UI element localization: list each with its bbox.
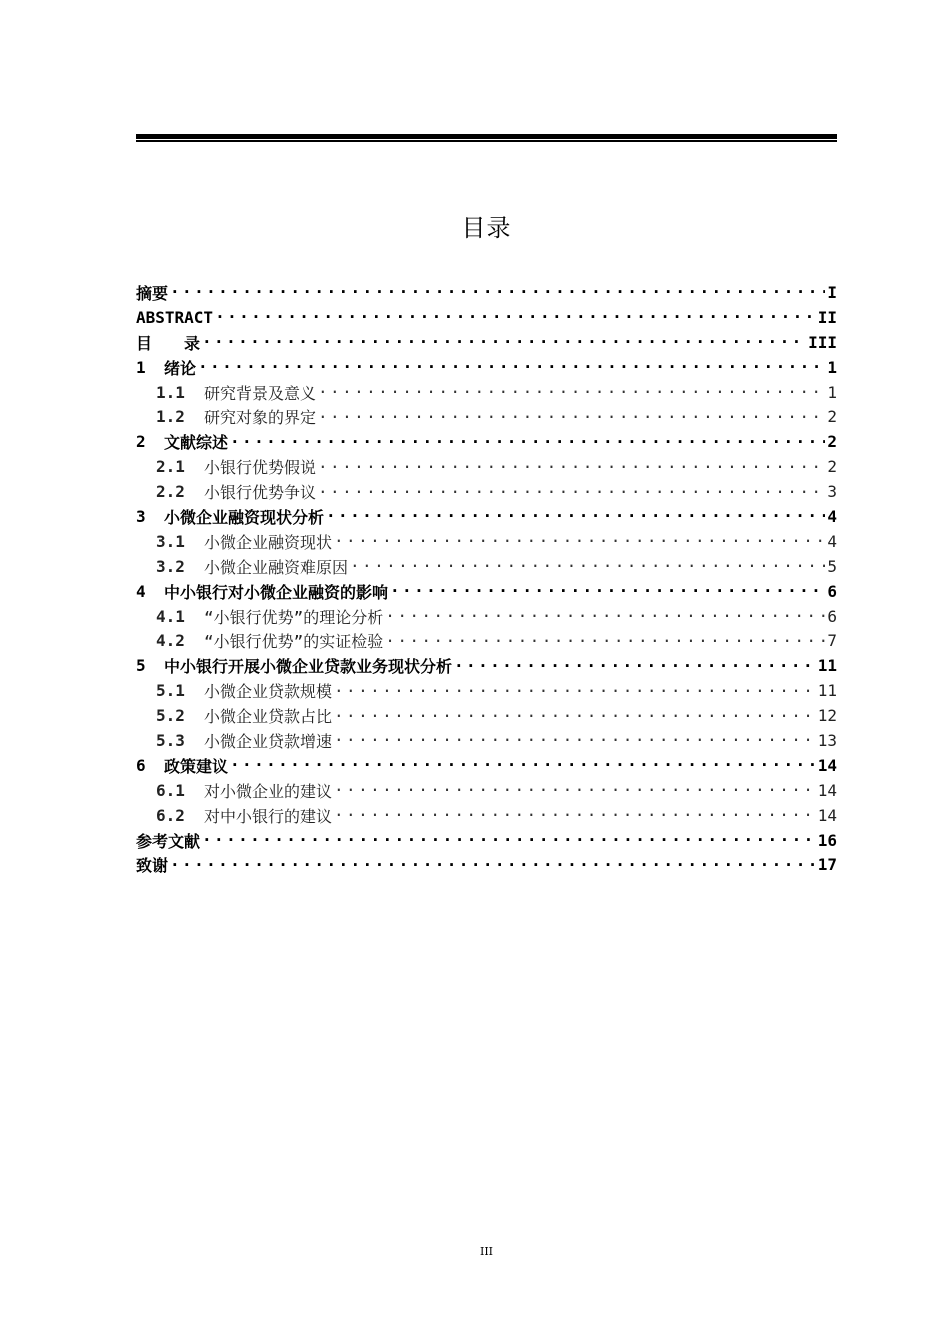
toc-entry-label: 政策建议 bbox=[164, 756, 229, 776]
toc-entry-section[interactable] bbox=[136, 380, 837, 405]
toc-entry-label: 研究对象的界定 bbox=[204, 408, 317, 428]
toc-entry-section[interactable] bbox=[136, 529, 837, 554]
toc-entry-page: 11 bbox=[817, 681, 837, 701]
toc-entry-page: II bbox=[817, 307, 837, 327]
toc-entry-label: ABSTRACT bbox=[136, 307, 214, 327]
table-of-contents bbox=[136, 280, 837, 877]
toc-dot-leader bbox=[170, 857, 816, 873]
toc-entry-number: 3.1 bbox=[156, 531, 185, 551]
toc-dot-leader bbox=[202, 832, 816, 848]
page-number-footer: III bbox=[479, 1245, 494, 1258]
toc-entry-label: 目 录 bbox=[136, 333, 201, 353]
toc-entry-section[interactable] bbox=[136, 404, 837, 429]
toc-entry-section[interactable] bbox=[136, 604, 837, 629]
toc-entry-page: 1 bbox=[827, 357, 837, 377]
toc-dot-leader bbox=[385, 608, 825, 624]
toc-entry-page: 6 bbox=[827, 606, 837, 626]
toc-entry-page: 2 bbox=[827, 432, 837, 452]
toc-entry-label: 小微企业融资现状 bbox=[204, 532, 333, 552]
toc-dot-leader bbox=[334, 708, 816, 724]
toc-dot-leader bbox=[334, 782, 816, 798]
toc-entry-page: 4 bbox=[827, 531, 837, 551]
toc-entry-page: 14 bbox=[817, 755, 837, 775]
toc-dot-leader bbox=[230, 434, 825, 450]
toc-dot-leader bbox=[390, 583, 825, 599]
toc-entry-number: 2.2 bbox=[156, 482, 185, 502]
toc-entry-page: 4 bbox=[827, 506, 837, 526]
header-rule-thin bbox=[136, 140, 837, 142]
toc-dot-leader bbox=[454, 658, 816, 674]
toc-entry-page: 12 bbox=[817, 706, 837, 726]
toc-entry-page: 14 bbox=[817, 805, 837, 825]
toc-dot-leader bbox=[318, 384, 825, 400]
toc-entry-label: 摘要 bbox=[136, 283, 169, 303]
toc-entry-label: 绪论 bbox=[164, 358, 197, 378]
toc-entry-label: “小银行优势”的实证检验 bbox=[204, 632, 384, 652]
toc-dot-leader bbox=[334, 683, 816, 699]
toc-entry-chapter[interactable] bbox=[136, 653, 837, 678]
toc-entry-number: 4.1 bbox=[156, 606, 185, 626]
toc-entry-page: 11 bbox=[817, 656, 837, 676]
toc-dot-leader bbox=[334, 807, 816, 823]
toc-entry-number: 3.2 bbox=[156, 556, 185, 576]
toc-dot-leader bbox=[326, 508, 825, 524]
toc-entry-number: 2 bbox=[136, 432, 146, 452]
toc-entry-number: 1 bbox=[136, 357, 146, 377]
toc-entry-page: 14 bbox=[817, 780, 837, 800]
toc-entry-chapter[interactable] bbox=[136, 280, 837, 305]
toc-entry-number: 3 bbox=[136, 506, 146, 526]
toc-entry-section[interactable] bbox=[136, 728, 837, 753]
toc-entry-chapter[interactable] bbox=[136, 305, 837, 330]
toc-dot-leader bbox=[318, 459, 825, 475]
toc-entry-label: 对中小银行的建议 bbox=[204, 806, 333, 826]
toc-entry-section[interactable] bbox=[136, 678, 837, 703]
toc-dot-leader bbox=[215, 309, 816, 325]
toc-entry-number: 5 bbox=[136, 656, 146, 676]
toc-entry-number: 1.1 bbox=[156, 382, 185, 402]
toc-dot-leader bbox=[230, 757, 816, 773]
toc-dot-leader bbox=[318, 409, 825, 425]
toc-entry-label: 小微企业贷款规模 bbox=[204, 682, 333, 702]
toc-entry-number: 6 bbox=[136, 755, 146, 775]
toc-entry-section[interactable] bbox=[136, 703, 837, 728]
toc-entry-chapter[interactable] bbox=[136, 828, 837, 853]
toc-entry-label: 小微企业融资难原因 bbox=[204, 557, 349, 577]
toc-entry-number: 2.1 bbox=[156, 457, 185, 477]
toc-entry-section[interactable] bbox=[136, 554, 837, 579]
toc-entry-label: 中小银行对小微企业融资的影响 bbox=[164, 582, 389, 602]
toc-entry-number: 6.1 bbox=[156, 780, 185, 800]
toc-entry-page: 6 bbox=[827, 581, 837, 601]
toc-dot-leader bbox=[198, 359, 825, 375]
toc-entry-page: 3 bbox=[827, 482, 837, 502]
toc-entry-label: 参考文献 bbox=[136, 831, 201, 851]
toc-dot-leader bbox=[385, 633, 825, 649]
toc-entry-label: 文献综述 bbox=[164, 433, 229, 453]
toc-entry-number: 4 bbox=[136, 581, 146, 601]
page-title: 目录 bbox=[461, 214, 512, 242]
toc-entry-label: “小银行优势”的理论分析 bbox=[204, 607, 384, 627]
toc-entry-section[interactable] bbox=[136, 778, 837, 803]
toc-entry-section[interactable] bbox=[136, 803, 837, 828]
toc-dot-leader bbox=[334, 533, 825, 549]
toc-entry-page: 16 bbox=[817, 830, 837, 850]
toc-dot-leader bbox=[202, 334, 806, 350]
toc-entry-label: 小微企业贷款占比 bbox=[204, 707, 333, 727]
toc-entry-number: 5.2 bbox=[156, 706, 185, 726]
toc-entry-number: 6.2 bbox=[156, 805, 185, 825]
toc-entry-chapter[interactable] bbox=[136, 852, 837, 877]
toc-entry-section[interactable] bbox=[136, 628, 837, 653]
toc-entry-chapter[interactable] bbox=[136, 579, 837, 604]
toc-entry-page: 13 bbox=[817, 730, 837, 750]
toc-dot-leader bbox=[318, 484, 825, 500]
toc-entry-chapter[interactable] bbox=[136, 330, 837, 355]
toc-entry-chapter[interactable] bbox=[136, 753, 837, 778]
toc-entry-number: 5.3 bbox=[156, 730, 185, 750]
toc-entry-label: 对小微企业的建议 bbox=[204, 781, 333, 801]
toc-dot-leader bbox=[334, 732, 816, 748]
toc-entry-label: 小银行优势假说 bbox=[204, 458, 317, 478]
toc-entry-page: 2 bbox=[827, 407, 837, 427]
toc-entry-page: 7 bbox=[827, 631, 837, 651]
toc-entry-chapter[interactable] bbox=[136, 504, 837, 529]
toc-entry-chapter[interactable] bbox=[136, 429, 837, 454]
toc-entry-label: 研究背景及意义 bbox=[204, 383, 317, 403]
toc-entry-section[interactable] bbox=[136, 454, 837, 479]
toc-entry-number: 4.2 bbox=[156, 631, 185, 651]
header-rule-thick bbox=[136, 134, 837, 139]
toc-entry-page: 17 bbox=[817, 855, 837, 875]
toc-entry-chapter[interactable] bbox=[136, 355, 837, 380]
toc-entry-page: 5 bbox=[827, 556, 837, 576]
toc-entry-label: 小微企业贷款增速 bbox=[204, 731, 333, 751]
toc-entry-label: 致谢 bbox=[136, 856, 169, 876]
toc-entry-label: 中小银行开展小微企业贷款业务现状分析 bbox=[164, 657, 453, 677]
toc-dot-leader bbox=[350, 558, 825, 574]
toc-entry-page: 2 bbox=[827, 457, 837, 477]
toc-entry-number: 1.2 bbox=[156, 407, 185, 427]
toc-entry-page: 1 bbox=[827, 382, 837, 402]
toc-dot-leader bbox=[170, 284, 825, 300]
toc-entry-label: 小微企业融资现状分析 bbox=[164, 507, 325, 527]
toc-entry-label: 小银行优势争议 bbox=[204, 483, 317, 503]
toc-entry-page: III bbox=[808, 332, 837, 352]
toc-entry-number: 5.1 bbox=[156, 681, 185, 701]
toc-entry-page: I bbox=[827, 282, 837, 302]
toc-entry-section[interactable] bbox=[136, 479, 837, 504]
